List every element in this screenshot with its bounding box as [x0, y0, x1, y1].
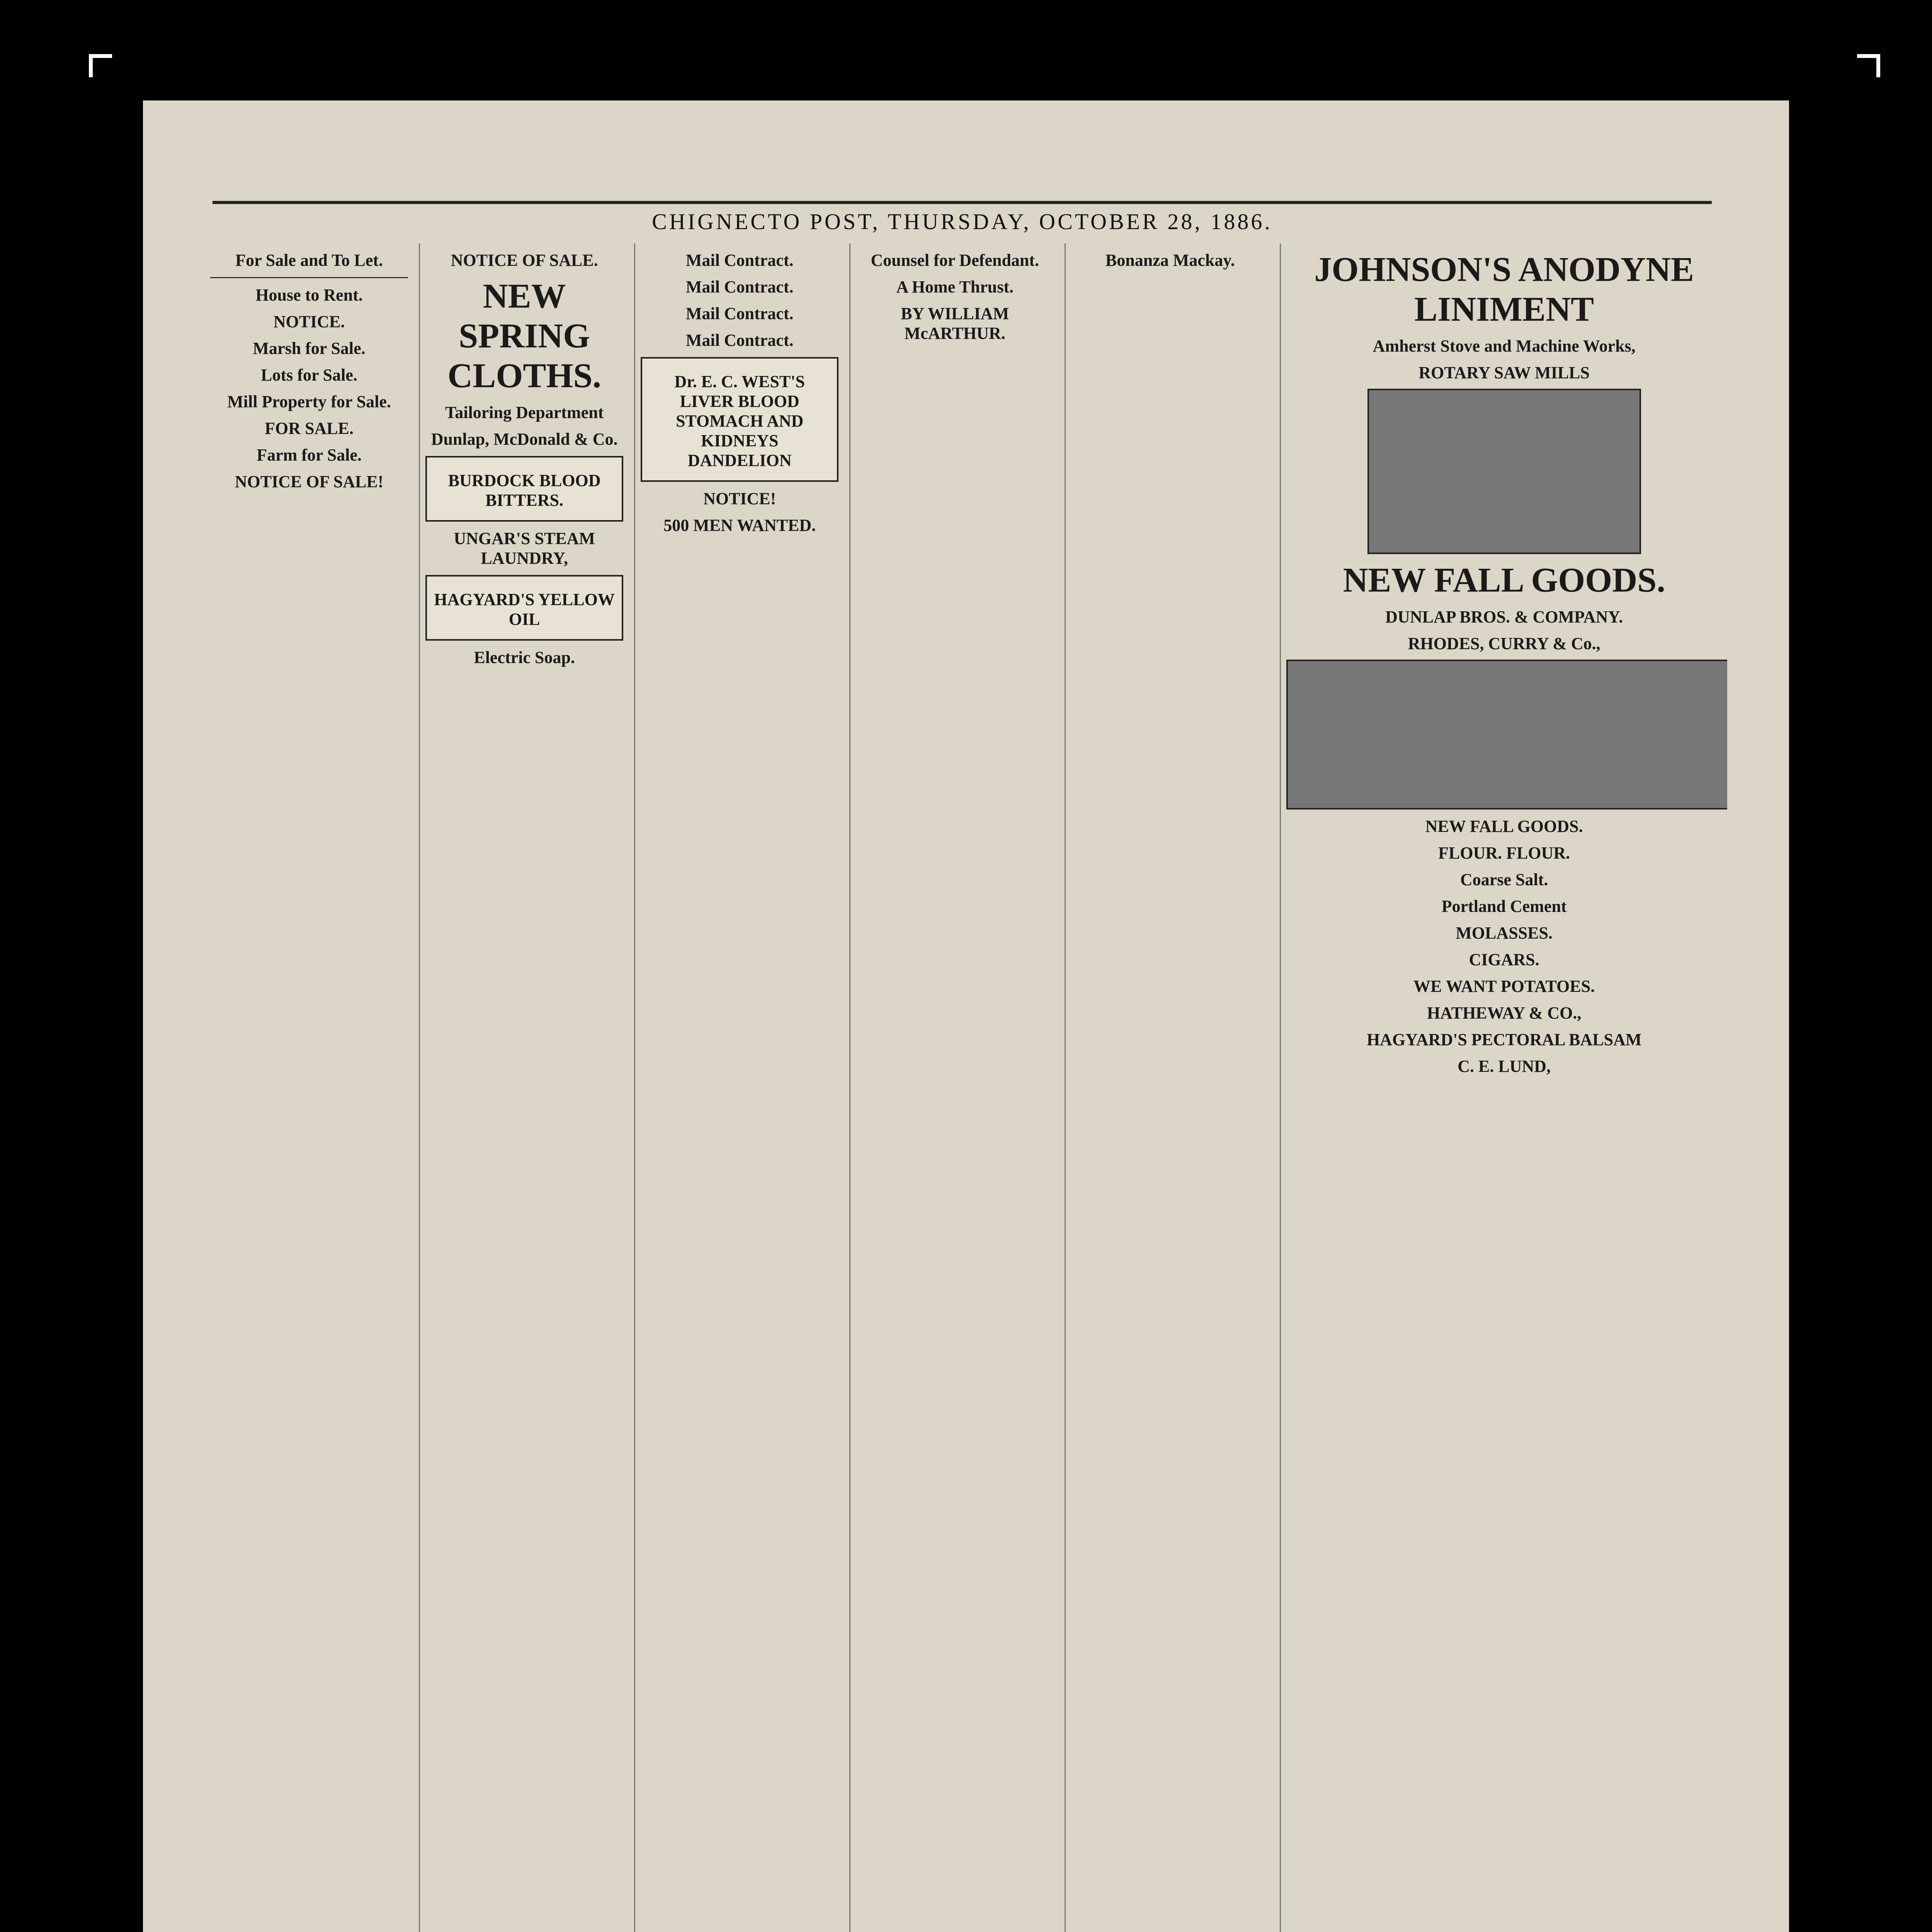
heading: Electric Soap.: [474, 648, 575, 667]
heading: Lots for Sale.: [261, 366, 357, 384]
heading: FLOUR. FLOUR.: [1438, 844, 1570, 862]
heading: JOHNSON'S ANODYNE LINIMENT: [1314, 250, 1694, 328]
heading: Marsh for Sale.: [253, 339, 366, 358]
heading: Tailoring Department: [445, 403, 604, 422]
heading: C. E. LUND,: [1458, 1057, 1551, 1076]
heading: A Home Thrust.: [896, 277, 1014, 296]
column-3: [634, 243, 844, 1932]
masthead: CHIGNECTO POST, THURSDAY, OCTOBER 28, 1886.: [213, 201, 1712, 239]
heading: Mail Contract.: [685, 251, 794, 270]
heading: UNGAR'S STEAM LAUNDRY,: [454, 529, 595, 568]
heading: NEW FALL GOODS.: [1343, 561, 1665, 599]
heading: HAGYARD'S PECTORAL BALSAM: [1366, 1030, 1642, 1049]
heading: Mail Contract.: [685, 304, 794, 323]
column-2: [419, 243, 629, 1932]
factory-illustration: [1286, 660, 1727, 810]
engine-illustration: [1367, 389, 1641, 554]
heading: Coarse Salt.: [1460, 870, 1548, 889]
heading: NOTICE OF SALE!: [235, 472, 384, 491]
heading: RHODES, CURRY & Co.,: [1408, 634, 1600, 653]
heading: Farm for Sale.: [257, 446, 362, 464]
heading: NOTICE!: [703, 489, 776, 508]
column-4: [849, 243, 1059, 1932]
ad-box: [425, 456, 623, 522]
heading: CIGARS.: [1469, 950, 1539, 969]
heading: House to Rent.: [255, 286, 363, 304]
heading: 500 MEN WANTED.: [663, 516, 816, 535]
heading: Bonanza Mackay.: [1105, 251, 1235, 270]
heading: HATHEWAY & CO.,: [1427, 1003, 1582, 1022]
heading: Mail Contract.: [685, 277, 794, 296]
heading: Mill Property for Sale.: [227, 392, 391, 411]
column-6: [1280, 243, 1727, 1932]
heading: MOLASSES.: [1456, 923, 1553, 942]
columns: [205, 243, 1727, 1932]
heading: Counsel for Defendant.: [871, 251, 1039, 270]
divider: [210, 277, 408, 278]
heading: NOTICE.: [273, 312, 345, 331]
heading: HAGYARD'S YELLOW OIL: [434, 590, 615, 629]
heading: NEW FALL GOODS.: [1425, 817, 1583, 836]
heading: ROTARY SAW MILLS: [1418, 363, 1590, 382]
heading: Amherst Stove and Machine Works,: [1372, 337, 1636, 355]
heading: Dr. E. C. WEST'S LIVER BLOOD STOMACH AND KIDNEYS DANDELION: [674, 372, 805, 470]
heading: Portland Cement: [1441, 897, 1567, 916]
ad-box: [425, 575, 623, 641]
column-1: [205, 243, 413, 1932]
column-5: [1065, 243, 1274, 1932]
heading: BURDOCK BLOOD BITTERS.: [448, 471, 601, 510]
crop-mark: [1857, 54, 1880, 77]
heading: WE WANT POTATOES.: [1413, 977, 1595, 996]
heading: FOR SALE.: [265, 419, 354, 438]
ad-box: [641, 357, 838, 482]
heading: NOTICE OF SALE.: [451, 251, 598, 270]
heading: BY WILLIAM McARTHUR.: [901, 304, 1009, 343]
heading: Dunlap, McDonald & Co.: [431, 430, 618, 449]
heading: DUNLAP BROS. & COMPANY.: [1385, 607, 1623, 626]
heading: Mail Contract.: [685, 331, 794, 350]
heading: NEW SPRING CLOTHS.: [447, 277, 601, 395]
newspaper-page: [143, 100, 1789, 1932]
heading: For Sale and To Let.: [235, 251, 383, 270]
crop-mark: [89, 54, 112, 77]
